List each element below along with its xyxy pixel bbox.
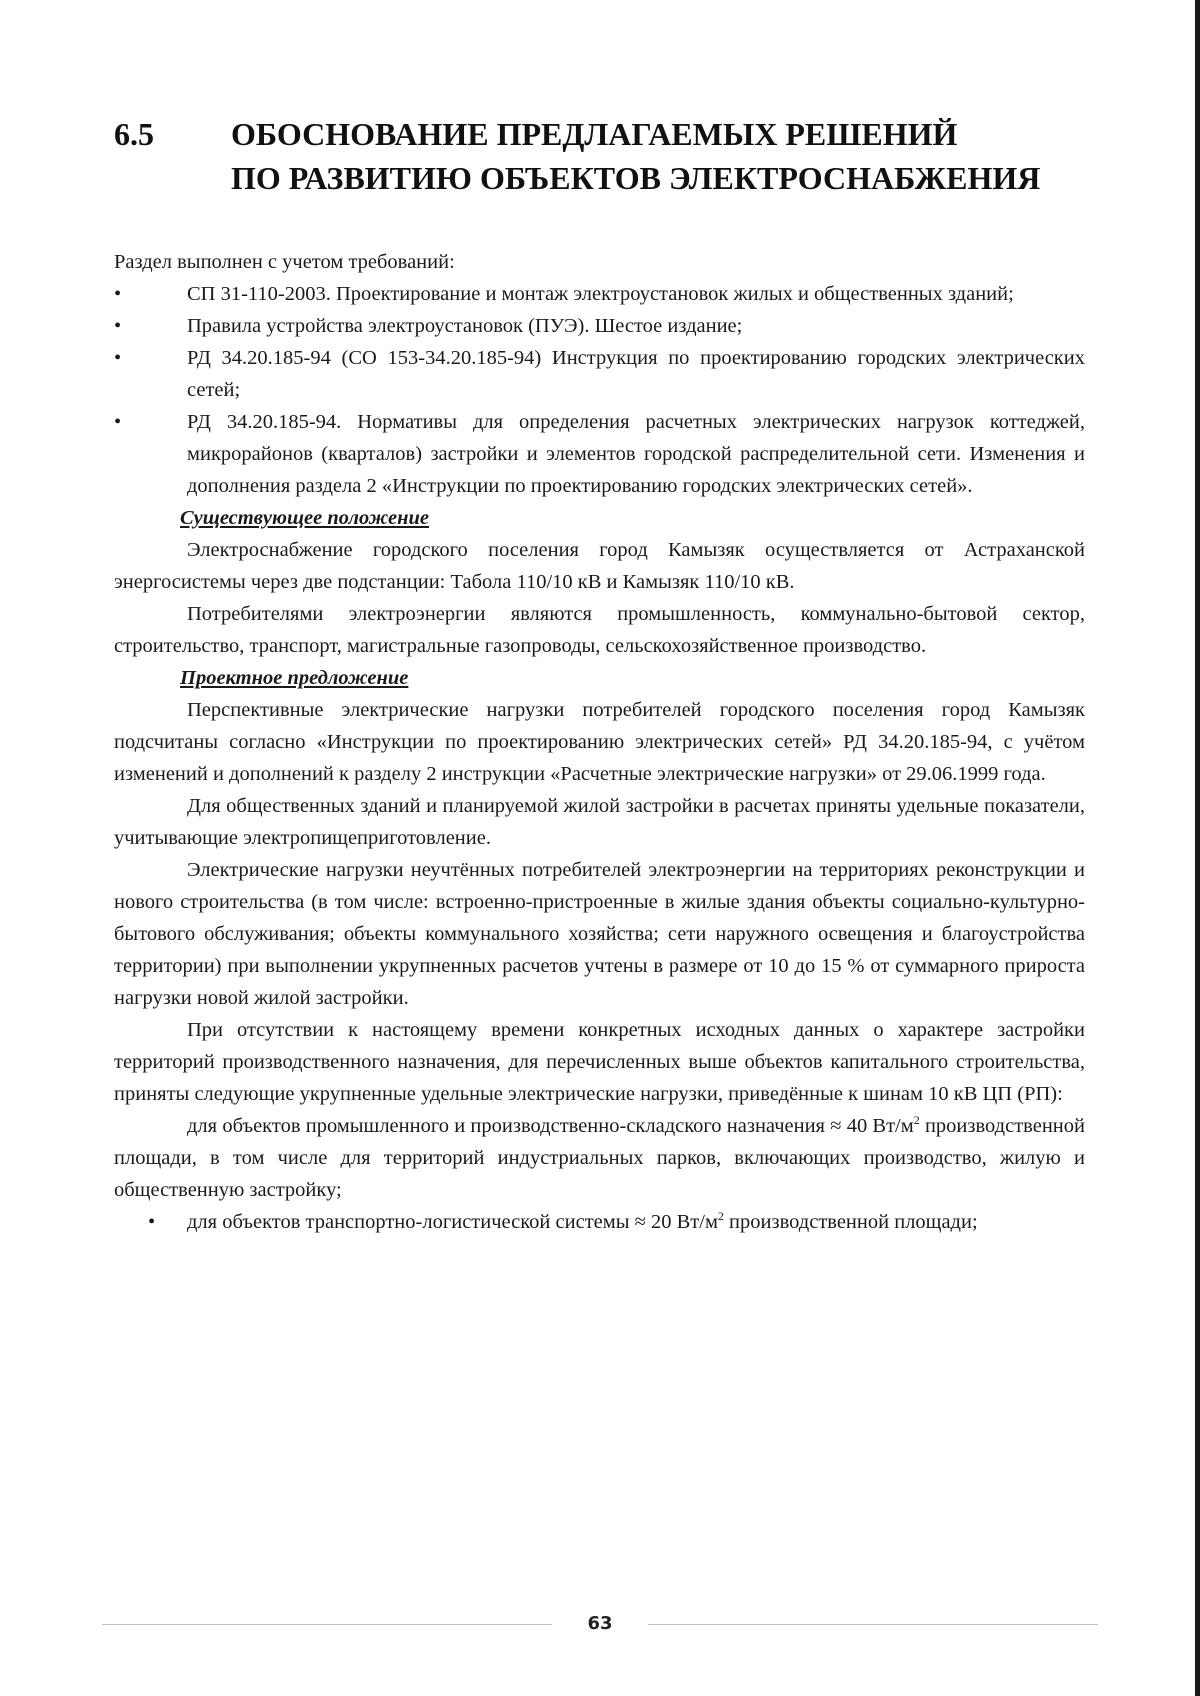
section-title-line-2: ПО РАЗВИТИЮ ОБЪЕКТОВ ЭЛЕКТРОСНАБЖЕНИЯ [231, 160, 1041, 196]
bullet-icon: • [114, 411, 122, 433]
requirements-intro: Раздел выполнен с учетом требований: [114, 251, 455, 273]
requirement-item: • РД 34.20.185-94. Нормативы для определения расчетных электрических нагрузок коттеджей, микрорайонов (кварталов) застройки и элементов городской распределительной сети. Изменения и дополнения раздела 2 «Инструкции по проектированию городских электрических сетей». [114, 406, 1085, 502]
bullet-icon: • [114, 283, 122, 305]
proposal-paragraph: Перспективные электрические нагрузки потребителей городского поселения город Камызяк подсчитаны согласно «Инструкции по проектированию электрических сетей» РД 34.20.185-94, с учётом изменений и дополнений к разделу 2 инструкции «Расчетные электрические нагрузки» от 29.06.1999 года. [114, 699, 1085, 785]
bullet-icon: • [114, 347, 122, 369]
page-edge-border [1195, 0, 1200, 1696]
requirement-item: • СП 31-110-2003. Проектирование и монтаж электроустановок жилых и общественных зданий; [114, 278, 1085, 310]
requirement-item: • Правила устройства электроустановок (ПУЭ). Шестое издание; [114, 310, 1085, 342]
existing-paragraph: Электроснабжение городского поселения город Камызяк осуществляется от Астраханской энергосистемы через две подстанции: Табола 110/10 кВ и Камызяк 110/10 кВ. [114, 539, 1085, 593]
footer-rule-left [102, 1624, 552, 1625]
requirements-list [114, 278, 1085, 502]
section-title-line-1: ОБОСНОВАНИЕ ПРЕДЛАГАЕМЫХ РЕШЕНИЙ [231, 116, 958, 152]
proposal-paragraph: Для общественных зданий и планируемой жилой застройки в расчетах приняты удельные показатели, учитывающие электропищеприготовление. [114, 795, 1085, 849]
load-list [114, 1206, 1085, 1238]
load-industrial-paragraph: для объектов промышленного и производственно-складского назначения ≈ 40 $Вт/м^2$ производственной площади, в том числе для территорий индустриальных парков, включающих производство, жилую и общественную застройку; [114, 1113, 1085, 1201]
footer-rule-right [648, 1624, 1098, 1625]
proposal-paragraph: Электрические нагрузки неучтённых потребителей электроэнергии на территориях реконструкции и нового строительства (в том числе: встроенно-пристроенные в жилые здания объекты социально-культурно-бытового обслуживания; объекты коммунального хозяйства; сети наружного освещения и благоустройства территории) при выполнении укрупненных расчетов учтены в размере от 10 до 15 % от суммарного прироста нагрузки новой жилой застройки. [114, 859, 1085, 1009]
body-text [114, 246, 1085, 1238]
existing-situation-heading: Существующее положение [180, 507, 429, 529]
page-number: 63 [587, 1613, 613, 1634]
requirement-item: • РД 34.20.185-94 (СО 153-34.20.185-94) Инструкция по проектированию городских электрических сетей; [114, 342, 1085, 406]
bullet-icon: • [114, 315, 122, 337]
proposal-paragraph: При отсутствии к настоящему времени конкретных исходных данных о характере застройки территорий производственного назначения, для перечисленных выше объектов капитального строительства, приняты следующие укрупненные удельные электрические нагрузки, приведённые к шинам 10 кВ ЦП (РП): [114, 1019, 1085, 1105]
section-number: 6.5 [114, 116, 154, 152]
bullet-icon: • [148, 1211, 156, 1233]
existing-paragraph: Потребителями электроэнергии являются промышленность, коммунально-бытовой сектор, строительство, транспорт, магистральные газопроводы, сельскохозяйственное производство. [114, 603, 1085, 657]
section-title [231, 112, 1111, 200]
page-footer [102, 1606, 1098, 1642]
load-transport-item: • для объектов транспортно-логистической системы ≈ 20 $Вт/м^2$ производственной площади; [114, 1206, 1085, 1238]
project-proposal-heading: Проектное предложение [180, 667, 409, 689]
